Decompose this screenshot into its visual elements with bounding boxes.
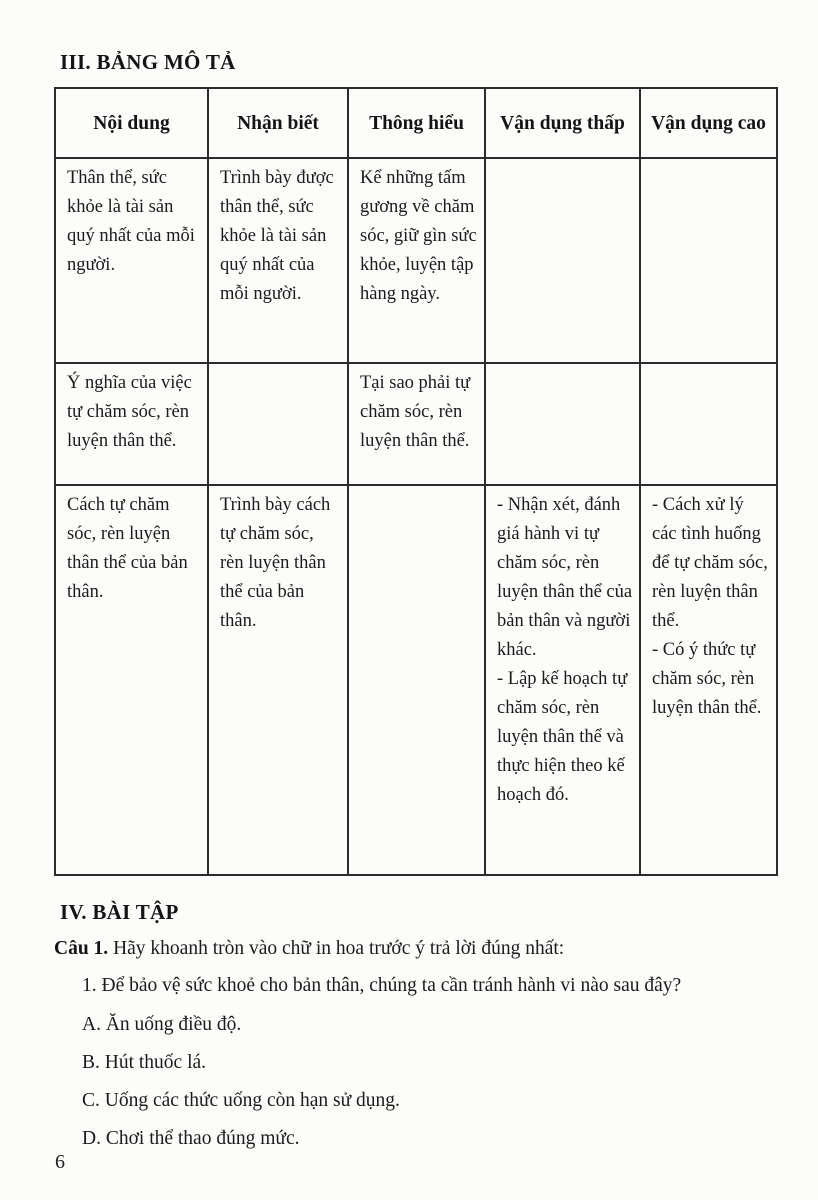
table-cell — [640, 485, 777, 875]
table-row — [55, 158, 777, 363]
table-cell-empty — [208, 363, 348, 485]
column-header-van-dung-thap: Vận dụng thấp — [485, 88, 640, 158]
cell-text: Thân thể, sức khỏe là tài sản quý nhất của mỗi người. — [67, 168, 195, 275]
column-header-noi-dung: Nội dung — [55, 88, 208, 158]
cell-text: - Nhận xét, đánh giá hành vi tự chăm sóc, rèn luyện thân thể của bản thân và người khác. — [497, 495, 633, 660]
section-4-title: IV. BÀI TẬP — [60, 900, 179, 924]
question-intro — [54, 935, 774, 963]
section-3-title: III. BẢNG MÔ TẢ — [60, 50, 236, 74]
option-c: C. Uống các thức uống còn hạn sử dụng. — [82, 1090, 400, 1111]
cell-text: Ý nghĩa của việc tự chăm sóc, rèn luyện thân thể. — [67, 373, 192, 451]
question-label: Câu 1. — [54, 938, 109, 959]
table-cell — [55, 363, 208, 485]
cell-text: Trình bày cách tự chăm sóc, rèn luyện thân thể của bản thân. — [220, 495, 331, 631]
table-cell — [55, 158, 208, 363]
table-cell-empty — [640, 158, 777, 363]
cell-text: Cách tự chăm sóc, rèn luyện thân thể của bản thân. — [67, 495, 188, 602]
table-cell — [55, 485, 208, 875]
cell-text: Tại sao phải tự chăm sóc, rèn luyện thân thể. — [360, 373, 471, 451]
table-cell-empty — [485, 363, 640, 485]
page-number: 6 — [55, 1151, 65, 1173]
table-cell — [485, 485, 640, 875]
table-cell-empty — [348, 485, 485, 875]
table-cell — [348, 158, 485, 363]
exercise-section — [54, 900, 774, 1153]
table-cell-empty — [485, 158, 640, 363]
column-header-nhan-biet: Nhận biết — [208, 88, 348, 158]
column-header-thong-hieu: Thông hiểu — [348, 88, 485, 158]
cell-text: Trình bày được thân thể, sức khỏe là tài sản quý nhất của mỗi người. — [220, 168, 334, 304]
cell-text: - Có ý thức tự chăm sóc, rèn luyện thân thể. — [652, 640, 762, 718]
cell-text: - Lập kế hoạch tự chăm sóc, rèn luyện thân thể và thực hiện theo kế hoạch đó. — [497, 669, 628, 805]
column-header-van-dung-cao: Vận dụng cao — [640, 88, 777, 158]
option-a: A. Ăn uống điều độ. — [82, 1014, 242, 1035]
cell-text: Kể những tấm gương về chăm sóc, giữ gìn sức khỏe, luyện tập hàng ngày. — [360, 168, 477, 304]
option-b: B. Hút thuốc lá. — [82, 1052, 207, 1073]
table-cell — [348, 363, 485, 485]
table-cell — [208, 485, 348, 875]
table-cell-empty — [640, 363, 777, 485]
table-header-row — [55, 88, 777, 158]
table-row — [55, 485, 777, 875]
cell-text: - Cách xử lý các tình huống để tự chăm sóc, rèn luyện thân thể. — [652, 495, 768, 631]
question-intro-text: Hãy khoanh tròn vào chữ in hoa trước ý trả lời đúng nhất: — [113, 938, 565, 959]
option-d: D. Chơi thể thao đúng mức. — [82, 1128, 300, 1149]
table-cell — [208, 158, 348, 363]
description-table — [54, 87, 778, 876]
question-1: 1. Để bảo vệ sức khoẻ cho bản thân, chúng ta cần tránh hành vi nào sau đây? — [82, 975, 682, 996]
table-row — [55, 363, 777, 485]
